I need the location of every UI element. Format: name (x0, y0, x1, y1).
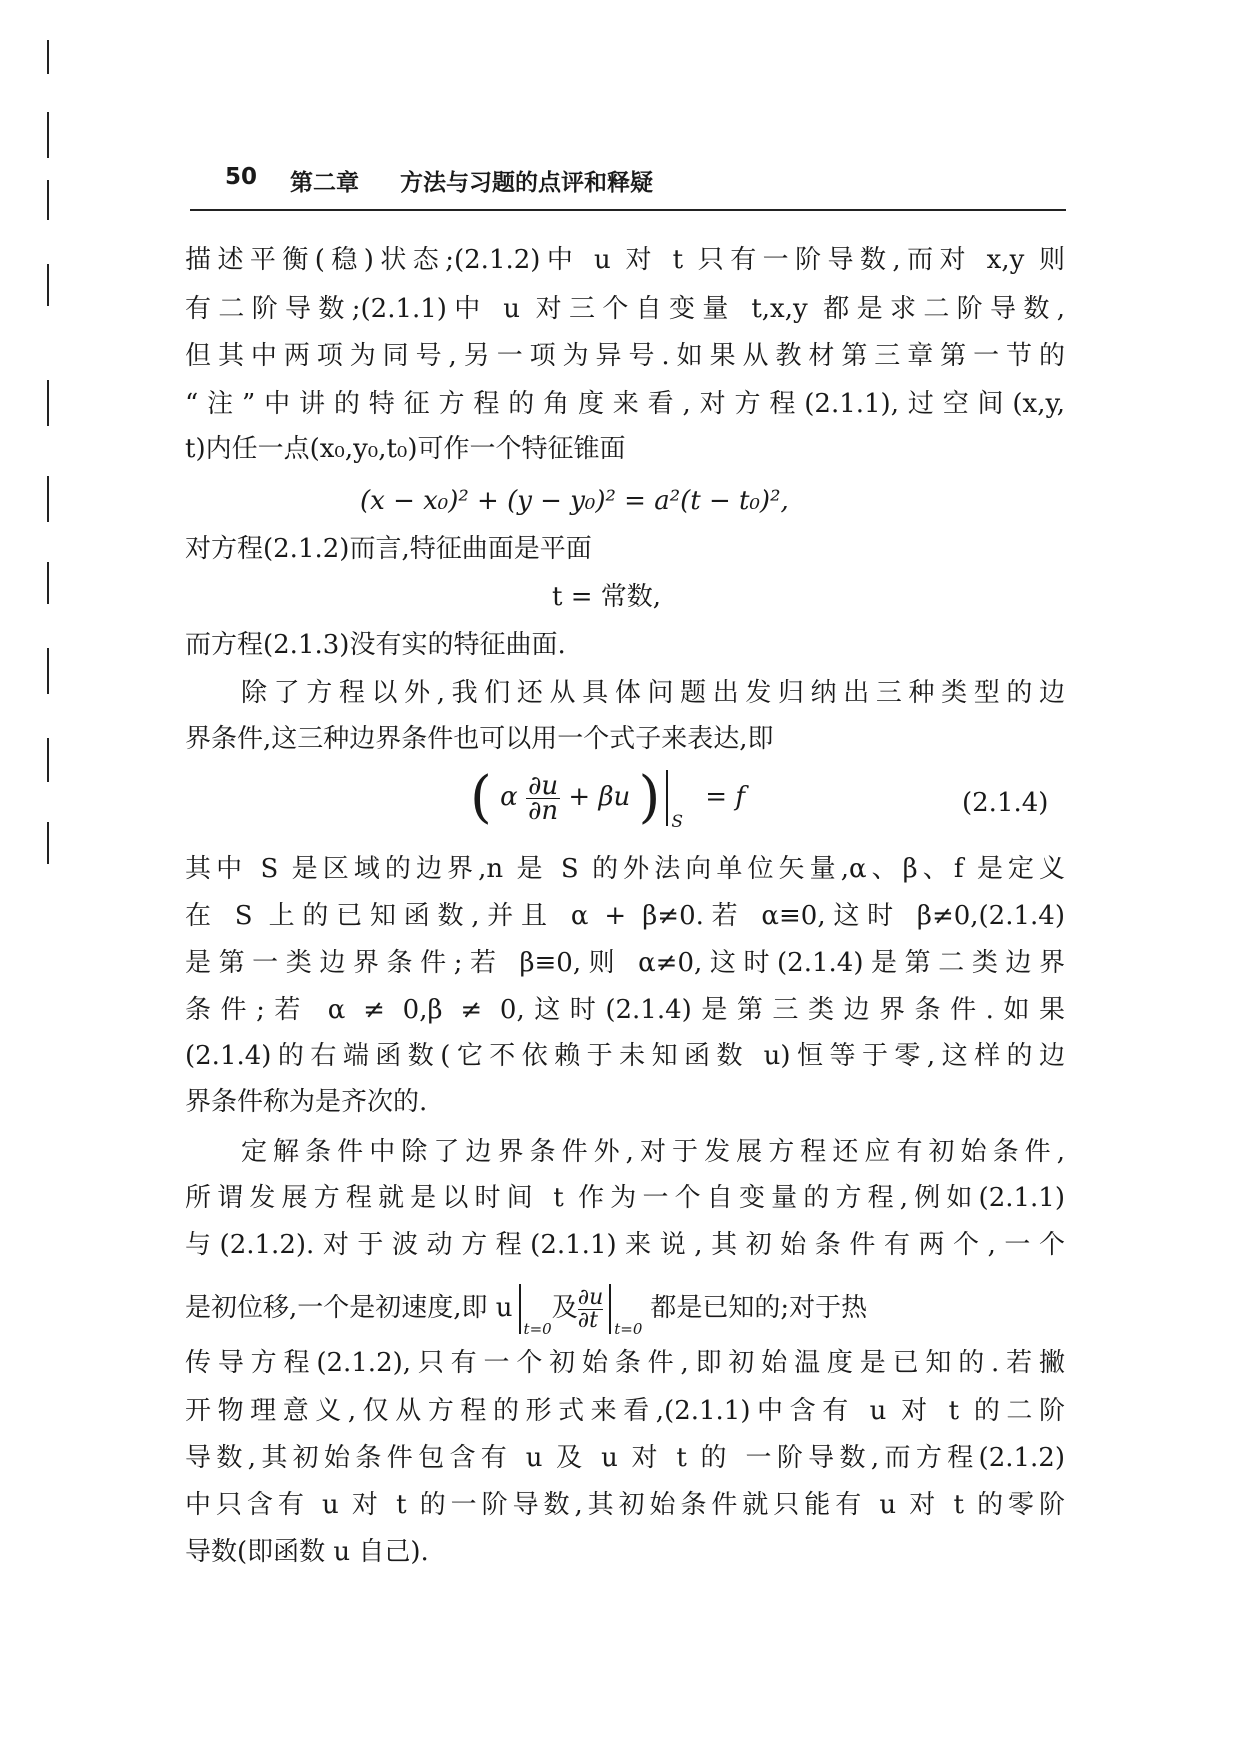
chapter-title: 方法与习题的点评和释疑 (400, 170, 653, 196)
chapter-label: 第二章 (290, 170, 359, 196)
scan-mark (47, 562, 49, 604)
inline-text: 是初位移,一个是初速度,即 u (185, 1293, 513, 1323)
text-line: 是第一类边界条件;若 β≡0,则 α≠0,这时(2.1.4)是第二类边界 (185, 948, 1065, 978)
text-line: 其中 S 是区域的边界,n 是 S 的外法向单位矢量,α、β、f 是定义 (185, 854, 1065, 884)
scan-mark (47, 476, 49, 522)
fraction-denominator: ∂t (577, 1307, 598, 1333)
fraction-numerator: ∂u (527, 770, 559, 801)
text-line: 导数,其初始条件包含有 u 及 u 对 t 的 一阶导数,而方程(2.1.2) (185, 1443, 1065, 1473)
beta-term: + βu (568, 782, 631, 812)
scan-mark (47, 40, 49, 74)
text-line: 界条件称为是齐次的. (185, 1087, 428, 1117)
scan-mark (47, 264, 49, 306)
equation-rhs: = f (705, 782, 745, 812)
scan-mark (47, 112, 49, 158)
text-line: 定解条件中除了边界条件外,对于发展方程还应有初始条件, (241, 1137, 1065, 1167)
scan-mark (47, 738, 49, 782)
evaluation-bar (666, 770, 668, 826)
inline-text: 都是已知的;对于热 (650, 1293, 868, 1323)
text-line: t)内任一点(x₀,y₀,t₀)可作一个特征锥面 (185, 434, 626, 464)
text-line: 与(2.1.2).对于波动方程(2.1.1)来说,其初始条件有两个,一个 (185, 1230, 1065, 1260)
text-line: 而方程(2.1.3)没有实的特征曲面. (185, 630, 566, 660)
text-line: 有二阶导数;(2.1.1)中 u 对三个自变量 t,x,y 都是求二阶导数, (185, 294, 1065, 324)
text-line: 除了方程以外,我们还从具体问题出发归纳出三种类型的边 (241, 678, 1065, 708)
alpha-symbol: α (500, 782, 518, 812)
time-subscript: t=0 (523, 1320, 552, 1338)
evaluation-bar (519, 1284, 521, 1334)
evaluation-bar (609, 1284, 611, 1334)
text-line: 对方程(2.1.2)而言,特征曲面是平面 (185, 534, 592, 564)
text-line: 但其中两项为同号,另一项为异号.如果从教材第三章第一节的 (185, 341, 1065, 371)
page-number: 50 (225, 164, 258, 190)
scan-mark (47, 822, 49, 864)
text-line: 在 S 上的已知函数,并且 α + β≠0.若 α≡0,这时 β≠0,(2.1.4) (185, 901, 1065, 931)
plane-equation: t = 常数, (552, 582, 662, 612)
boundary-subscript: S (671, 812, 684, 832)
normal-derivative-fraction (526, 770, 560, 826)
initial-condition-line (185, 1283, 1065, 1354)
text-line: 开物理意义,仅从方程的形式来看,(2.1.1)中含有 u 对 t 的二阶 (185, 1396, 1065, 1426)
text-line: 描述平衡(稳)状态;(2.1.2)中 u 对 t 只有一阶导数,而对 x,y 则 (185, 245, 1065, 275)
scan-mark (47, 648, 49, 694)
left-paren: ( (470, 765, 492, 830)
running-header (190, 164, 1066, 204)
scan-mark (47, 380, 49, 426)
header-rule (190, 209, 1066, 211)
text-line: 所谓发展方程就是以时间 t 作为一个自变量的方程,例如(2.1.1) (185, 1183, 1065, 1213)
right-paren: ) (638, 765, 661, 830)
time-derivative-fraction (577, 1284, 604, 1333)
text-line: 条件;若 α ≠ 0,β ≠ 0,这时(2.1.4)是第三类边界条件.如果 (185, 995, 1065, 1025)
time-subscript: t=0 (614, 1320, 643, 1338)
text-line: “注”中讲的特征方程的角度来看,对方程(2.1.1),过空间(x,y, (185, 389, 1065, 419)
cone-equation: (x − x₀)² + (y − y₀)² = a²(t − t₀)², (360, 486, 789, 516)
text-line: 导数(即函数 u 自己). (185, 1537, 429, 1567)
boundary-condition-equation (470, 765, 745, 839)
equation-number: (2.1.4) (962, 788, 1049, 818)
text-line: 传导方程(2.1.2),只有一个初始条件,即初始温度是已知的.若撇 (185, 1348, 1065, 1378)
text-line: 中只含有 u 对 t 的一阶导数,其初始条件就只能有 u 对 t 的零阶 (185, 1490, 1065, 1520)
fraction-numerator: ∂u (577, 1284, 604, 1310)
text-line: 界条件,这三种边界条件也可以用一个式子来表达,即 (185, 724, 774, 754)
text-line: (2.1.4)的右端函数(它不依赖于未知函数 u)恒等于零,这样的边 (185, 1041, 1065, 1071)
inline-text: 及 (551, 1293, 578, 1323)
scan-mark (47, 180, 49, 220)
fraction-denominator: ∂n (527, 795, 559, 826)
